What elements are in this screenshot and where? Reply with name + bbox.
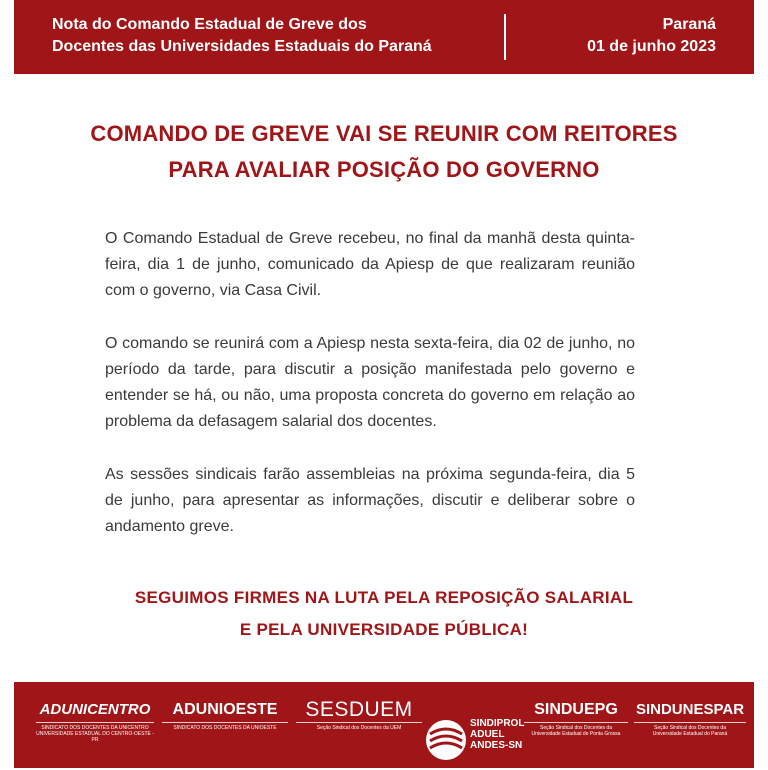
header-place-date <box>516 14 716 58</box>
sindiprol-line1: SINDIPROL <box>470 718 525 729</box>
headline-line1: COMANDO DE GREVE VAI SE REUNIR COM REITORES <box>90 121 678 146</box>
paragraph-3: As sessões sindicais farão assembleias na próxima segunda-feira, dia 5 de junho, para apresentar as informações, discutir e deliberar sobre o andamento greve. <box>105 466 635 535</box>
logo-sinduepg <box>524 700 628 737</box>
header-title-line1: Nota do Comando Estadual de Greve dos <box>52 16 367 33</box>
logo-sindunespar-sub1: Seção Sindical dos Docentes da <box>634 722 746 731</box>
sindiprol-line3: ANDES-SN <box>470 740 523 751</box>
header-divider <box>504 14 506 60</box>
slogan <box>40 582 728 646</box>
header-banner <box>14 0 754 74</box>
logo-sindunespar-sub2: Universidade Estadual do Paraná <box>652 731 728 737</box>
sindiprol-line2: ADUEL <box>470 729 505 740</box>
logo-sinduepg-name: SINDUEPG <box>534 701 618 718</box>
footer-logos-bar <box>14 682 754 768</box>
logo-adunicentro <box>36 700 154 743</box>
headline <box>40 116 728 188</box>
logo-sindunespar <box>634 700 746 737</box>
logo-adunicentro-sub2: UNIVERSIDADE ESTADUAL DO CENTRO-OESTE - PR <box>36 731 154 743</box>
logo-adunioeste-name: ADUNIOESTE <box>172 701 278 718</box>
logo-adunicentro-sub1: SINDICATO DOS DOCENTES DA UNICENTRO <box>36 722 154 731</box>
logo-sesduem-sub1: Seção Sindical dos Docentes da UEM <box>296 722 422 731</box>
logo-adunioeste <box>162 700 288 731</box>
logo-sesduem <box>296 700 422 731</box>
article-body <box>105 226 635 567</box>
slogan-line2: E PELA UNIVERSIDADE PÚBLICA! <box>239 620 529 639</box>
slogan-line1: SEGUIMOS FIRMES NA LUTA PELA REPOSIÇÃO SALARIAL <box>134 588 634 607</box>
paragraph-1: O Comando Estadual de Greve recebeu, no final da manhã desta quinta-feira, dia 1 de junho, comunicado da Apiesp de que realizaram reunião com o governo, via Casa Civil. <box>105 230 635 299</box>
sindiprol-mark <box>424 714 524 770</box>
sindiprol-emblem-icon <box>424 718 468 762</box>
paragraph-2: O comando se reunirá com a Apiesp nesta sexta-feira, dia 02 de junho, no período da tarde, para discutir a posição manifestada pelo governo e entender se há, ou não, uma proposta concreta do governo em relação ao problema da defasagem salarial dos docentes. <box>105 335 635 430</box>
header-date: 01 de junho 2023 <box>587 38 716 55</box>
logo-sindunespar-name: SINDUNESPAR <box>635 701 745 718</box>
header-title <box>52 14 492 58</box>
logo-adunioeste-sub1: SINDICATO DOS DOCENTES DA UNIOESTE <box>162 722 288 731</box>
headline-line2: PARA AVALIAR POSIÇÃO DO GOVERNO <box>168 157 600 182</box>
logo-sinduepg-sub2: Universidade Estadual de Ponta Grossa <box>531 731 621 737</box>
logo-sinduepg-sub1: Seção Sindical dos Docentes da <box>524 722 628 731</box>
header-location: Paraná <box>662 16 716 33</box>
sindiprol-text <box>470 718 524 751</box>
logo-sesduem-name: SESDUEM <box>305 698 413 721</box>
logo-adunicentro-name: ADUNICENTRO <box>39 701 151 718</box>
header-title-line2: Docentes das Universidades Estaduais do Paraná <box>52 38 432 55</box>
